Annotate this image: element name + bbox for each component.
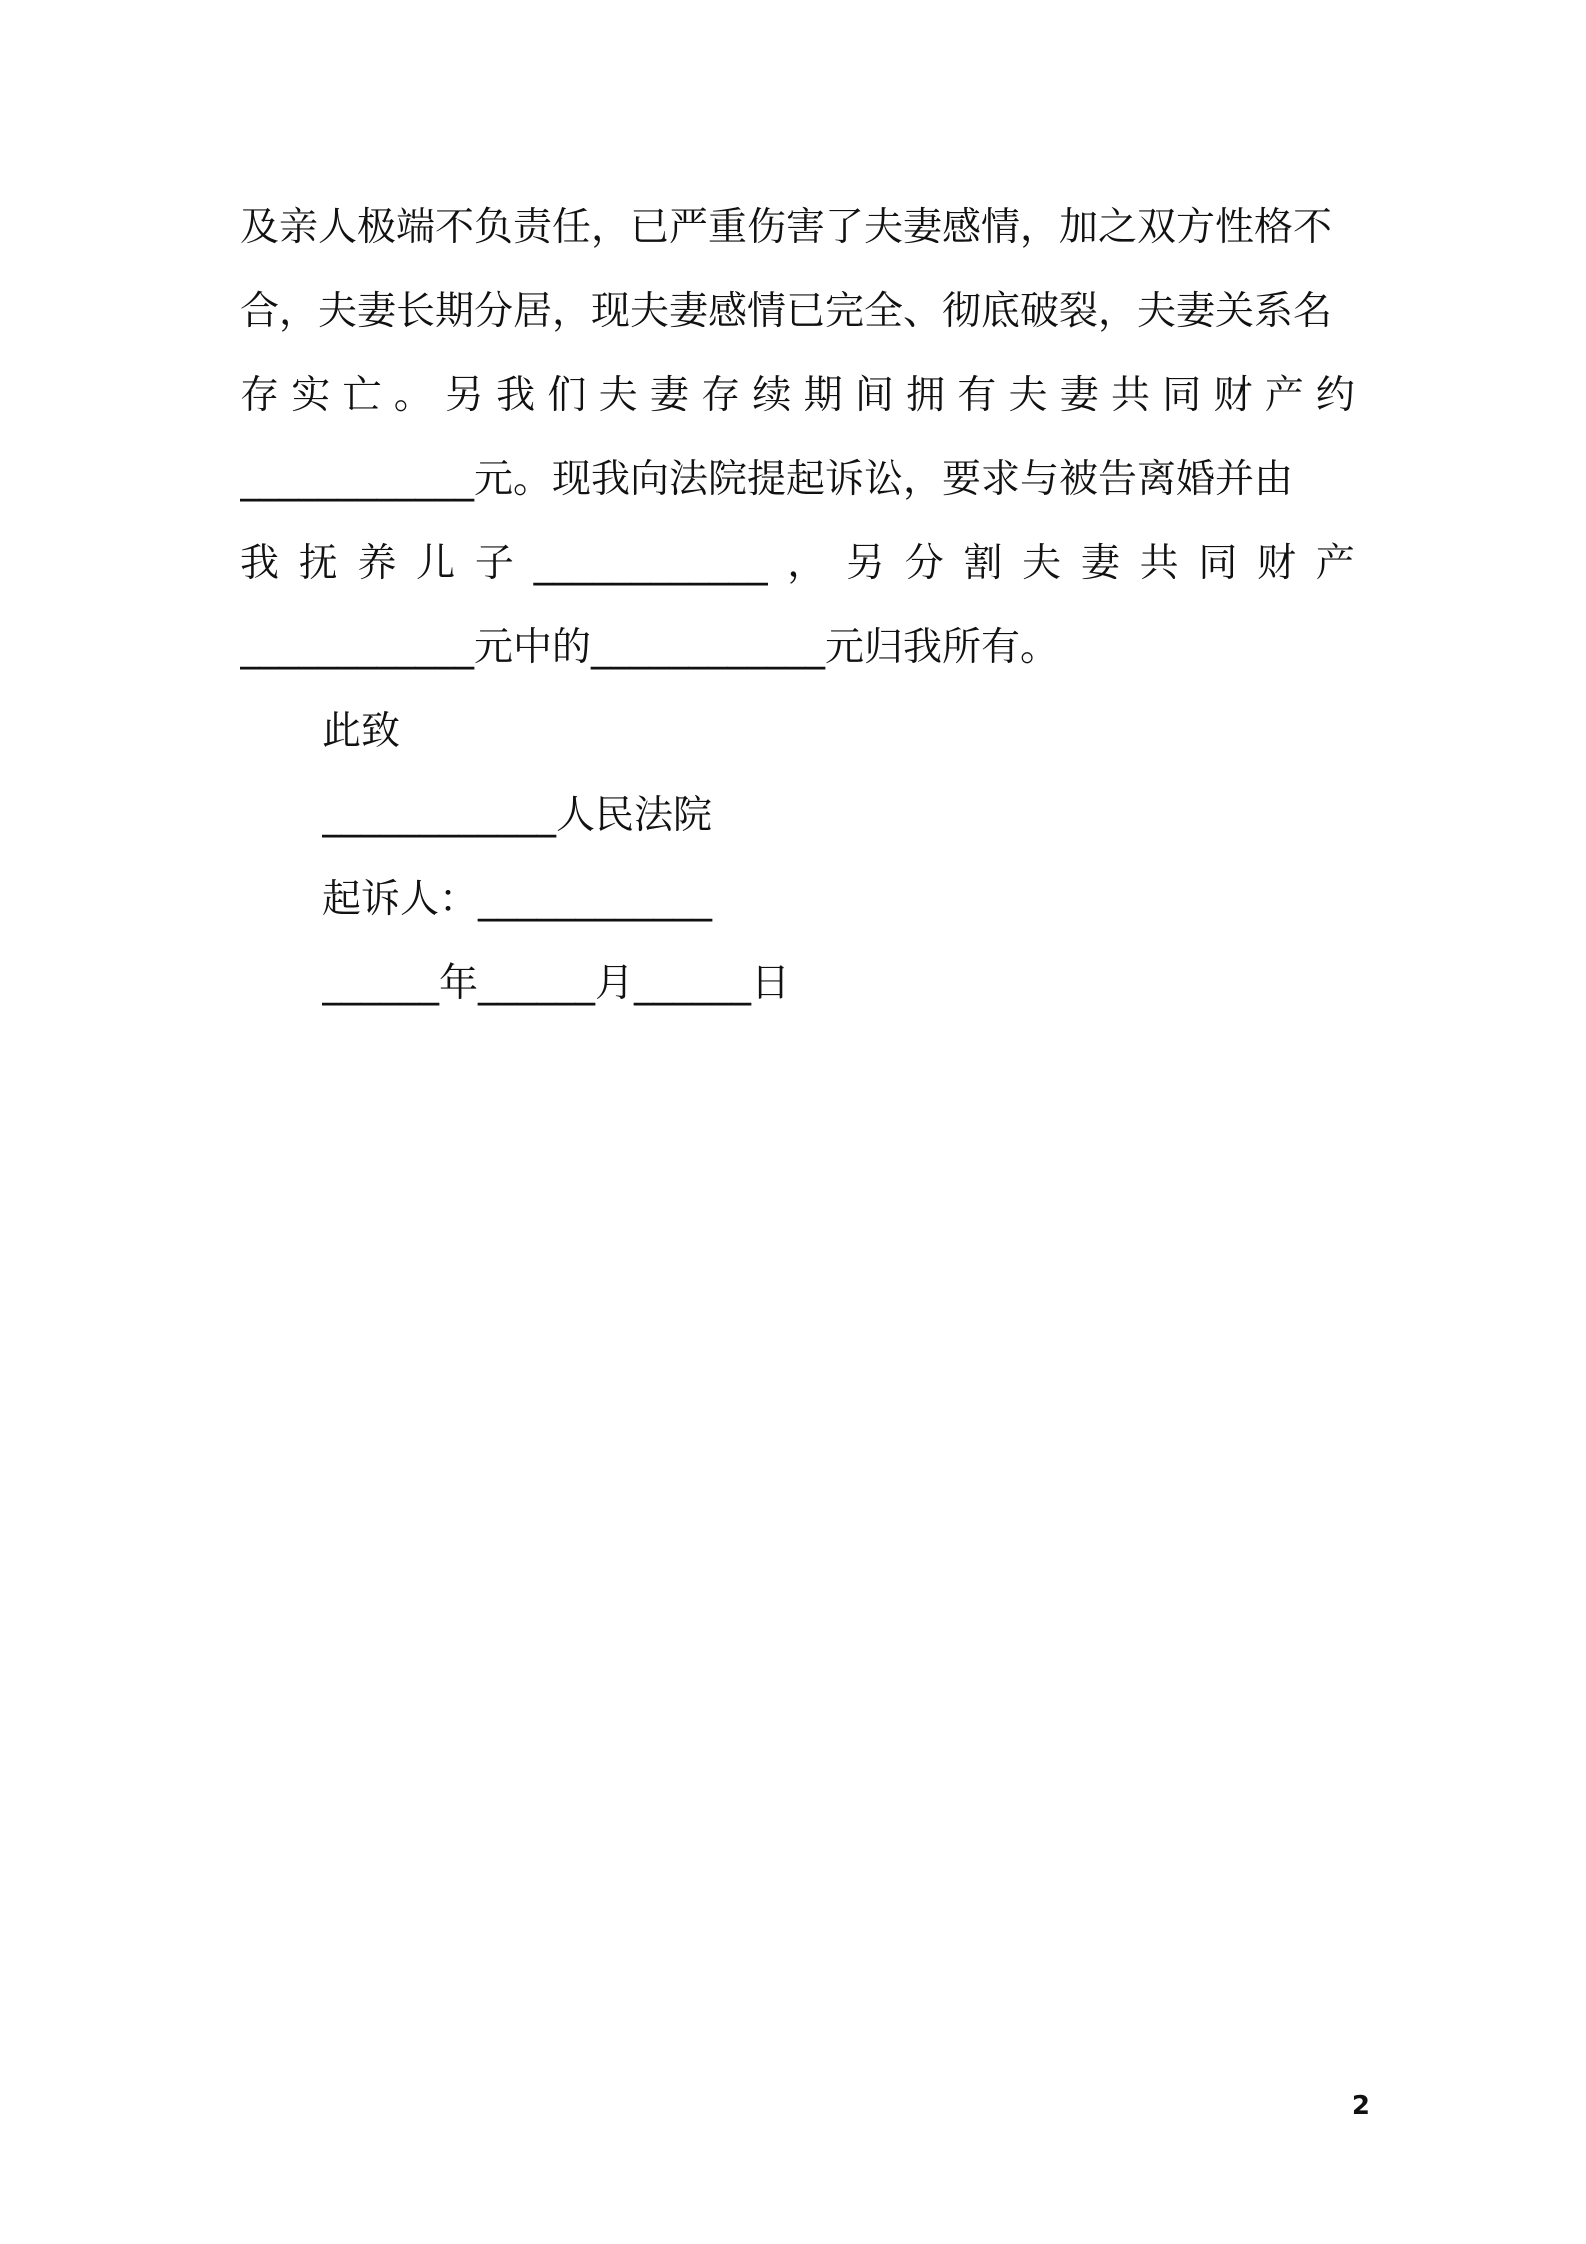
body-line-1: 及亲人极端不负责任，已严重伤害了夫妻感情，加之双方性格不 — [240, 205, 1333, 250]
page-number: 2 — [1351, 2091, 1370, 2121]
plaintiff-signature-line: 起诉人：____________ — [322, 877, 713, 922]
salutation: 此致 — [322, 709, 401, 754]
body-line-6: ____________元中的____________元归我所有。 — [240, 625, 1060, 670]
body-line-2: 合，夫妻长期分居，现夫妻感情已完全、彻底破裂，夫妻关系名 — [240, 289, 1333, 334]
body-line-3: 存 实 亡 。 另 我 们 夫 妻 存 续 期 间 拥 有 夫 妻 共 同 财 产 约 — [240, 373, 1355, 418]
court-name-line: ____________人民法院 — [322, 793, 713, 838]
body-line-5: 我 抚 养 儿 子 ____________ ， 另 分 割 夫 妻 共 同 财 产 — [240, 541, 1355, 586]
date-line: ______年______月______日 — [322, 961, 791, 1006]
body-line-4: ____________元。现我向法院提起诉讼，要求与被告离婚并由 — [240, 457, 1294, 502]
